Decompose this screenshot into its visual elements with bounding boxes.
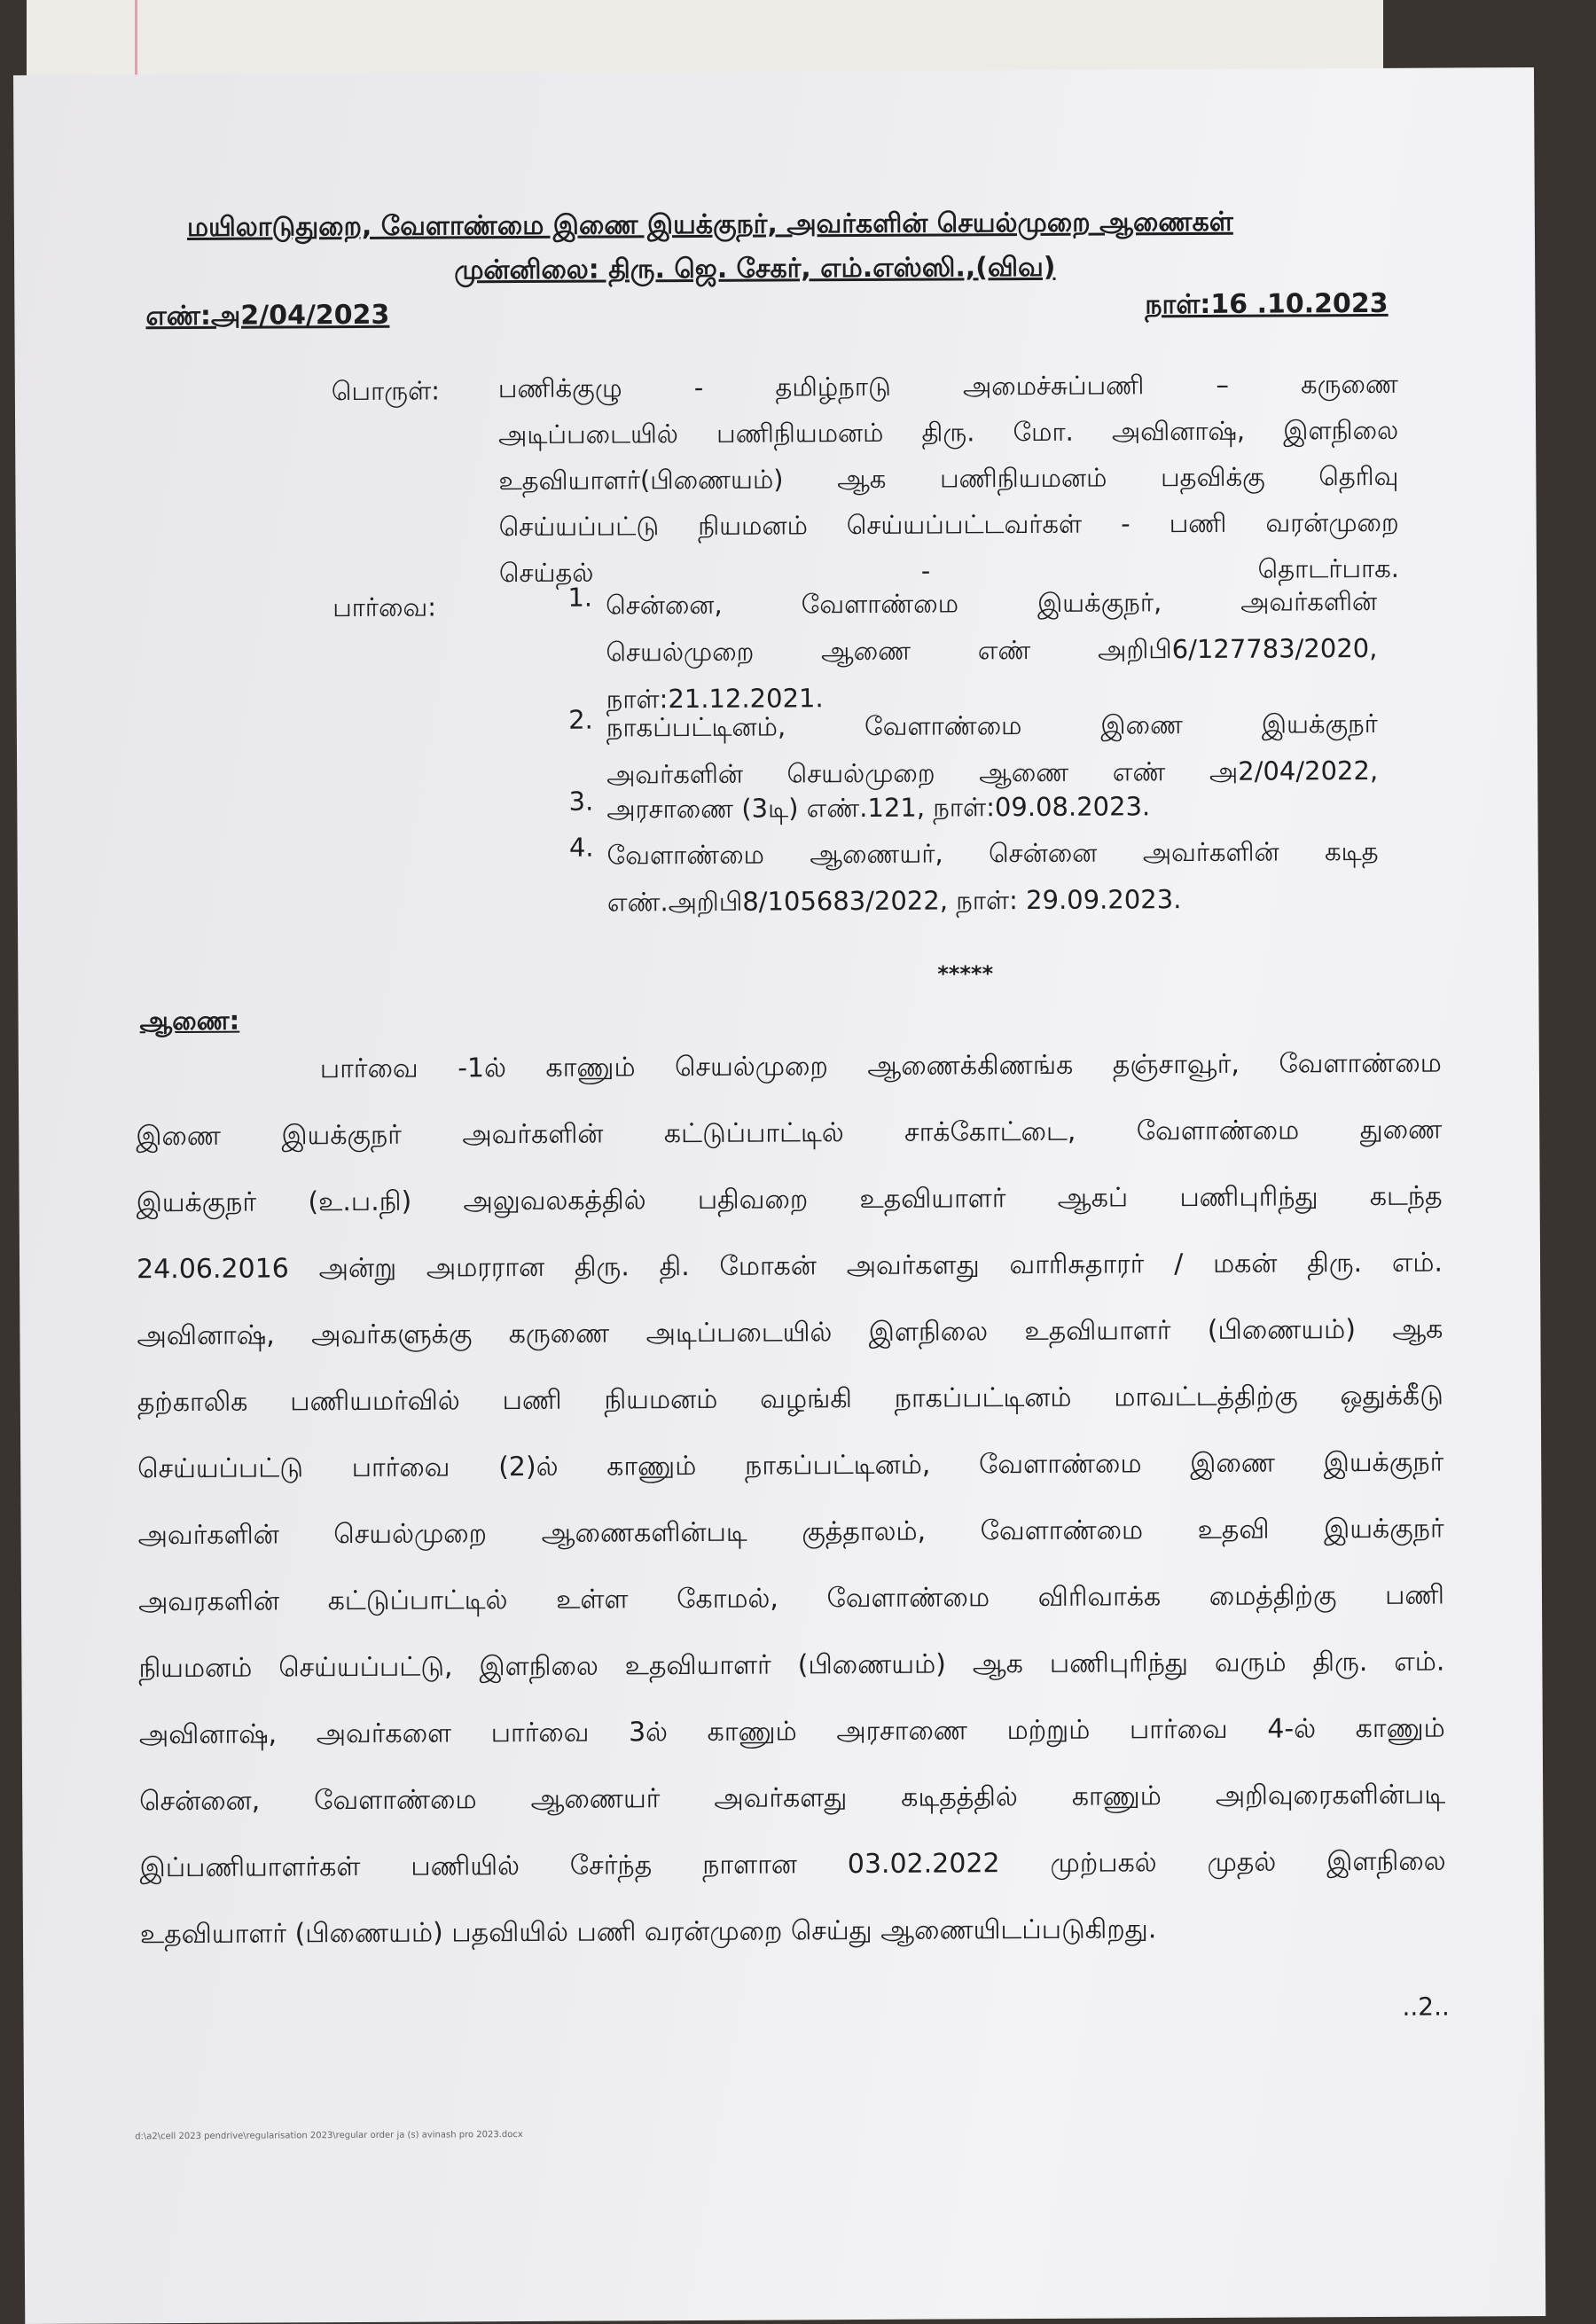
reference-line: அரசாணை (3டி) எண்.121, நாள்:09.08.2023. xyxy=(606,791,1151,825)
order-line: 24.06.2016 அன்று அமரரான திரு. தி. மோகன் அவர்களது வாரிசுதாரர் / மகன் திரு. எம். xyxy=(136,1247,1443,1286)
reference-number: 2. xyxy=(568,704,593,735)
order-line: சென்னை, வேளாண்மை ஆணையர் அவர்களது கடிதத்தில் காணும் அறிவுரைகளின்படி xyxy=(139,1779,1446,1818)
reference-number: 1. xyxy=(567,582,593,613)
reference-number: 4. xyxy=(568,832,594,863)
reference-number: 3. xyxy=(568,786,594,817)
subject-line: உதவியாளர்(பிணையம்) ஆக பணிநியமனம் பதவிக்கு தெரிவு xyxy=(498,460,1399,497)
subject-line: அடிப்படையில் பணிநியமனம் திரு. மோ. அவினாஷ், இளநிலை xyxy=(498,414,1399,450)
reference-line: செயல்முறை ஆணை எண் அறிபி6/127783/2020, xyxy=(606,632,1378,668)
order-line: நியமனம் செய்யப்பட்டு, இளநிலை உதவியாளர் (பிணையம்) ஆக பணிபுரிந்து வரும் திரு. எம். xyxy=(138,1646,1445,1685)
order-line: அவினாஷ், அவர்களை பார்வை 3ல் காணும் அரசாணை மற்றும் பார்வை 4-ல் காணும் xyxy=(138,1712,1445,1751)
subject-line: பணிக்குழு - தமிழ்நாடு அமைச்சுப்பணி – கருணை xyxy=(497,368,1398,404)
reference-line: நாகப்பட்டினம், வேளாண்மை இணை இயக்குநர் xyxy=(606,708,1378,743)
order-line: பார்வை -1ல் காணும் செயல்முறை ஆணைக்கிணங்க தஞ்சாவூர், வேளாண்மை xyxy=(319,1047,1442,1085)
reference-line: அவர்களின் செயல்முறை ஆணை எண் அ2/04/2022, xyxy=(606,755,1379,790)
order-line: இயக்குநர் (உ.ப.நி) அலுவலகத்தில் பதிவறை உதவியாளர் ஆகப் பணிபுரிந்து கடந்த xyxy=(136,1180,1443,1219)
order-date: நாள்:16 .10.2023 xyxy=(1145,287,1389,321)
order-line: இப்பணியாளர்கள் பணியில் சேர்ந்த நாளான 03.02.2022 முற்பகல் முதல் இளநிலை xyxy=(139,1845,1446,1884)
order-line: உதவியாளர் (பிணையம்) பதவியில் பணி வரன்முறை செய்து ஆணையிடப்படுகிறது. xyxy=(139,1913,1157,1951)
order-line: அவரகளின் கட்டுப்பாட்டில் உள்ள கோமல், வேளாண்மை விரிவாக்க மைத்திற்கு பணி xyxy=(137,1579,1445,1618)
reference-number: எண்:அ2/04/2023 xyxy=(145,299,390,333)
order-line: இணை இயக்குநர் அவர்களின் கட்டுப்பாட்டில் சாக்கோட்டை, வேளாண்மை துணை xyxy=(136,1114,1443,1153)
office-title: மயிலாடுதுறை, வேளாண்மை இணை இயக்குநர், அவர்களின் செயல்முறை ஆணைகள் xyxy=(186,206,1233,243)
order-line: தற்காலிக பணியமர்வில் பணி நியமனம் வழங்கி நாகப்பட்டினம் மாவட்டத்திற்கு ஒதுக்கீடு xyxy=(137,1380,1443,1419)
subject-line: செய்யப்பட்டு நியமனம் செய்யப்பட்டவர்கள் - பணி வரன்முறை xyxy=(498,506,1399,543)
reference-line: வேளாண்மை ஆணையர், சென்னை அவர்களின் கடித xyxy=(606,835,1379,871)
file-path-footer: d:\a2\cell 2023 pendrive\regularisation 2023\regular order ja (s) avinash pro 2023.docx xyxy=(135,2130,523,2142)
order-line: செய்யப்பட்டு பார்வை (2)ல் காணும் நாகப்பட்டினம், வேளாண்மை இணை இயக்குநர் xyxy=(137,1446,1444,1485)
margin-line xyxy=(135,0,137,75)
references-label: பார்வை: xyxy=(332,591,437,623)
presence-line: முன்னிலை: திரு. ஜெ. சேகர், எம்.எஸ்ஸி.,(விவ) xyxy=(454,251,1056,286)
separator-stars: ***** xyxy=(937,961,994,987)
reference-line: சென்னை, வேளாண்மை இயக்குநர், அவர்களின் xyxy=(606,585,1378,621)
page-marker: ..2.. xyxy=(1402,1991,1450,2022)
order-label: ஆணை: xyxy=(139,1005,240,1037)
document-page xyxy=(13,67,1545,2324)
subject-line: செய்தல் - தொடர்பாக. xyxy=(498,552,1400,589)
subject-label: பொருள்: xyxy=(331,375,441,407)
reference-line: நாள்:21.12.2021. xyxy=(606,683,824,715)
subject-block xyxy=(498,361,1399,596)
reference-line: எண்.அறிபி8/105683/2022, நாள்: 29.09.2023. xyxy=(606,884,1182,918)
order-line: அவினாஷ், அவர்களுக்கு கருணை அடிப்படையில் இளநிலை உதவியாளர் (பிணையம்) ஆக xyxy=(137,1313,1443,1352)
order-line: அவர்களின் செயல்முறை ஆணைகளின்படி குத்தாலம், வேளாண்மை உதவி இயக்குநர் xyxy=(137,1513,1444,1552)
